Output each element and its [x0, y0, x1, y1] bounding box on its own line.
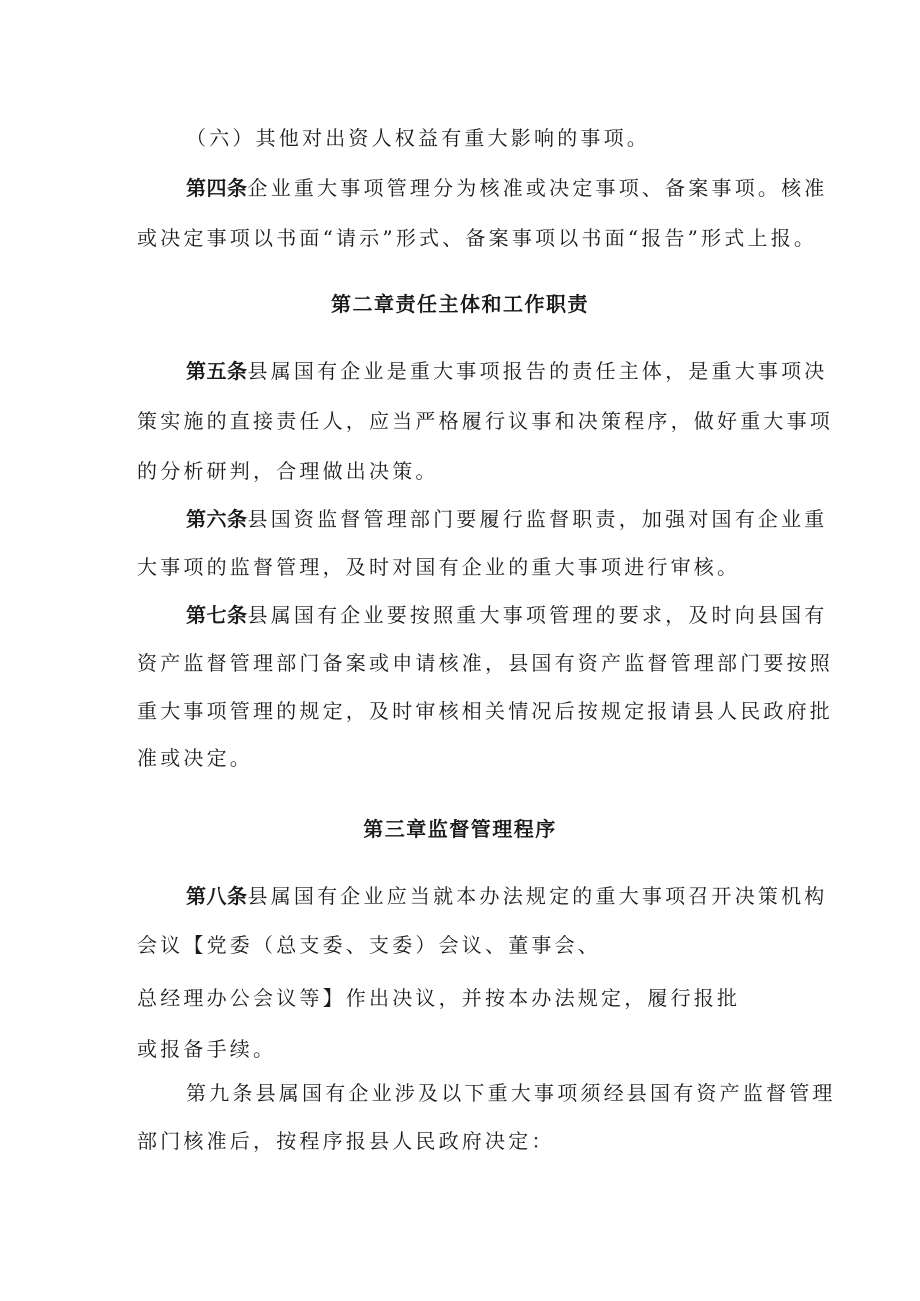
article-5-text-1: 县属国有企业是重大事项报告的责任主体，是重大事项决	[247, 359, 828, 383]
article-5-line-3: 的分析研判，合理做出决策。	[137, 459, 439, 483]
chapter-2-heading: 第二章责任主体和工作职责	[331, 292, 589, 316]
article-4-line-1	[186, 175, 828, 201]
article-4-text-1: 企业重大事项管理分为核准或决定事项、备案事项。核准	[247, 176, 828, 200]
article-8-line-2: 会议【党委（总支委、支委）会议、董事会、	[137, 933, 601, 957]
article-5-line-1	[186, 358, 828, 384]
article-8-line-3: 总经理办公会议等】作出决议，并按本办法规定，履行报批	[137, 986, 741, 1010]
article-9-line-1: 第九条县属国有企业涉及以下重大事项须经县国有资产监督管理	[186, 1081, 836, 1105]
paragraph-item-6	[186, 125, 650, 151]
article-7-text-1: 县属国有企业要按照重大事项管理的要求，及时向县国有	[247, 603, 828, 627]
article-8-text-1: 县属国有企业应当就本办法规定的重大事项召开决策机构	[247, 884, 828, 908]
article-5-label: 第五条	[186, 359, 248, 383]
chapter-3-heading: 第三章监督管理程序	[363, 817, 557, 841]
article-9-line-2: 部门核准后，按程序报县人民政府决定：	[137, 1129, 555, 1153]
article-6-label: 第六条	[186, 507, 248, 531]
article-8-line-4: 或报备手续。	[137, 1037, 277, 1061]
article-7-label: 第七条	[186, 603, 248, 627]
article-6-text-1: 县国资监督管理部门要履行监督职责，加强对国有企业重	[247, 507, 828, 531]
item-6-text: （六）其他对出资人权益有重大影响的事项。	[186, 126, 650, 150]
article-8-line-1	[186, 883, 828, 909]
article-4-line-2: 或决定事项以书面“请示”形式、备案事项以书面“报告”形式上报。	[137, 226, 818, 250]
article-6-line-2: 大事项的监督管理，及时对国有企业的重大事项进行审核。	[137, 555, 741, 579]
article-7-line-1	[186, 602, 828, 628]
article-6-line-1	[186, 506, 828, 532]
article-7-line-4: 准或决定。	[137, 746, 253, 770]
article-8-label: 第八条	[186, 884, 248, 908]
article-4-label: 第四条	[186, 176, 248, 200]
article-5-line-2: 策实施的直接责任人，应当严格履行议事和决策程序，做好重大事项	[137, 409, 833, 433]
article-7-line-3: 重大事项管理的规定，及时审核相关情况后按规定报请县人民政府批	[137, 699, 833, 723]
article-7-line-2: 资产监督管理部门备案或申请核准，县国有资产监督管理部门要按照	[137, 651, 833, 675]
